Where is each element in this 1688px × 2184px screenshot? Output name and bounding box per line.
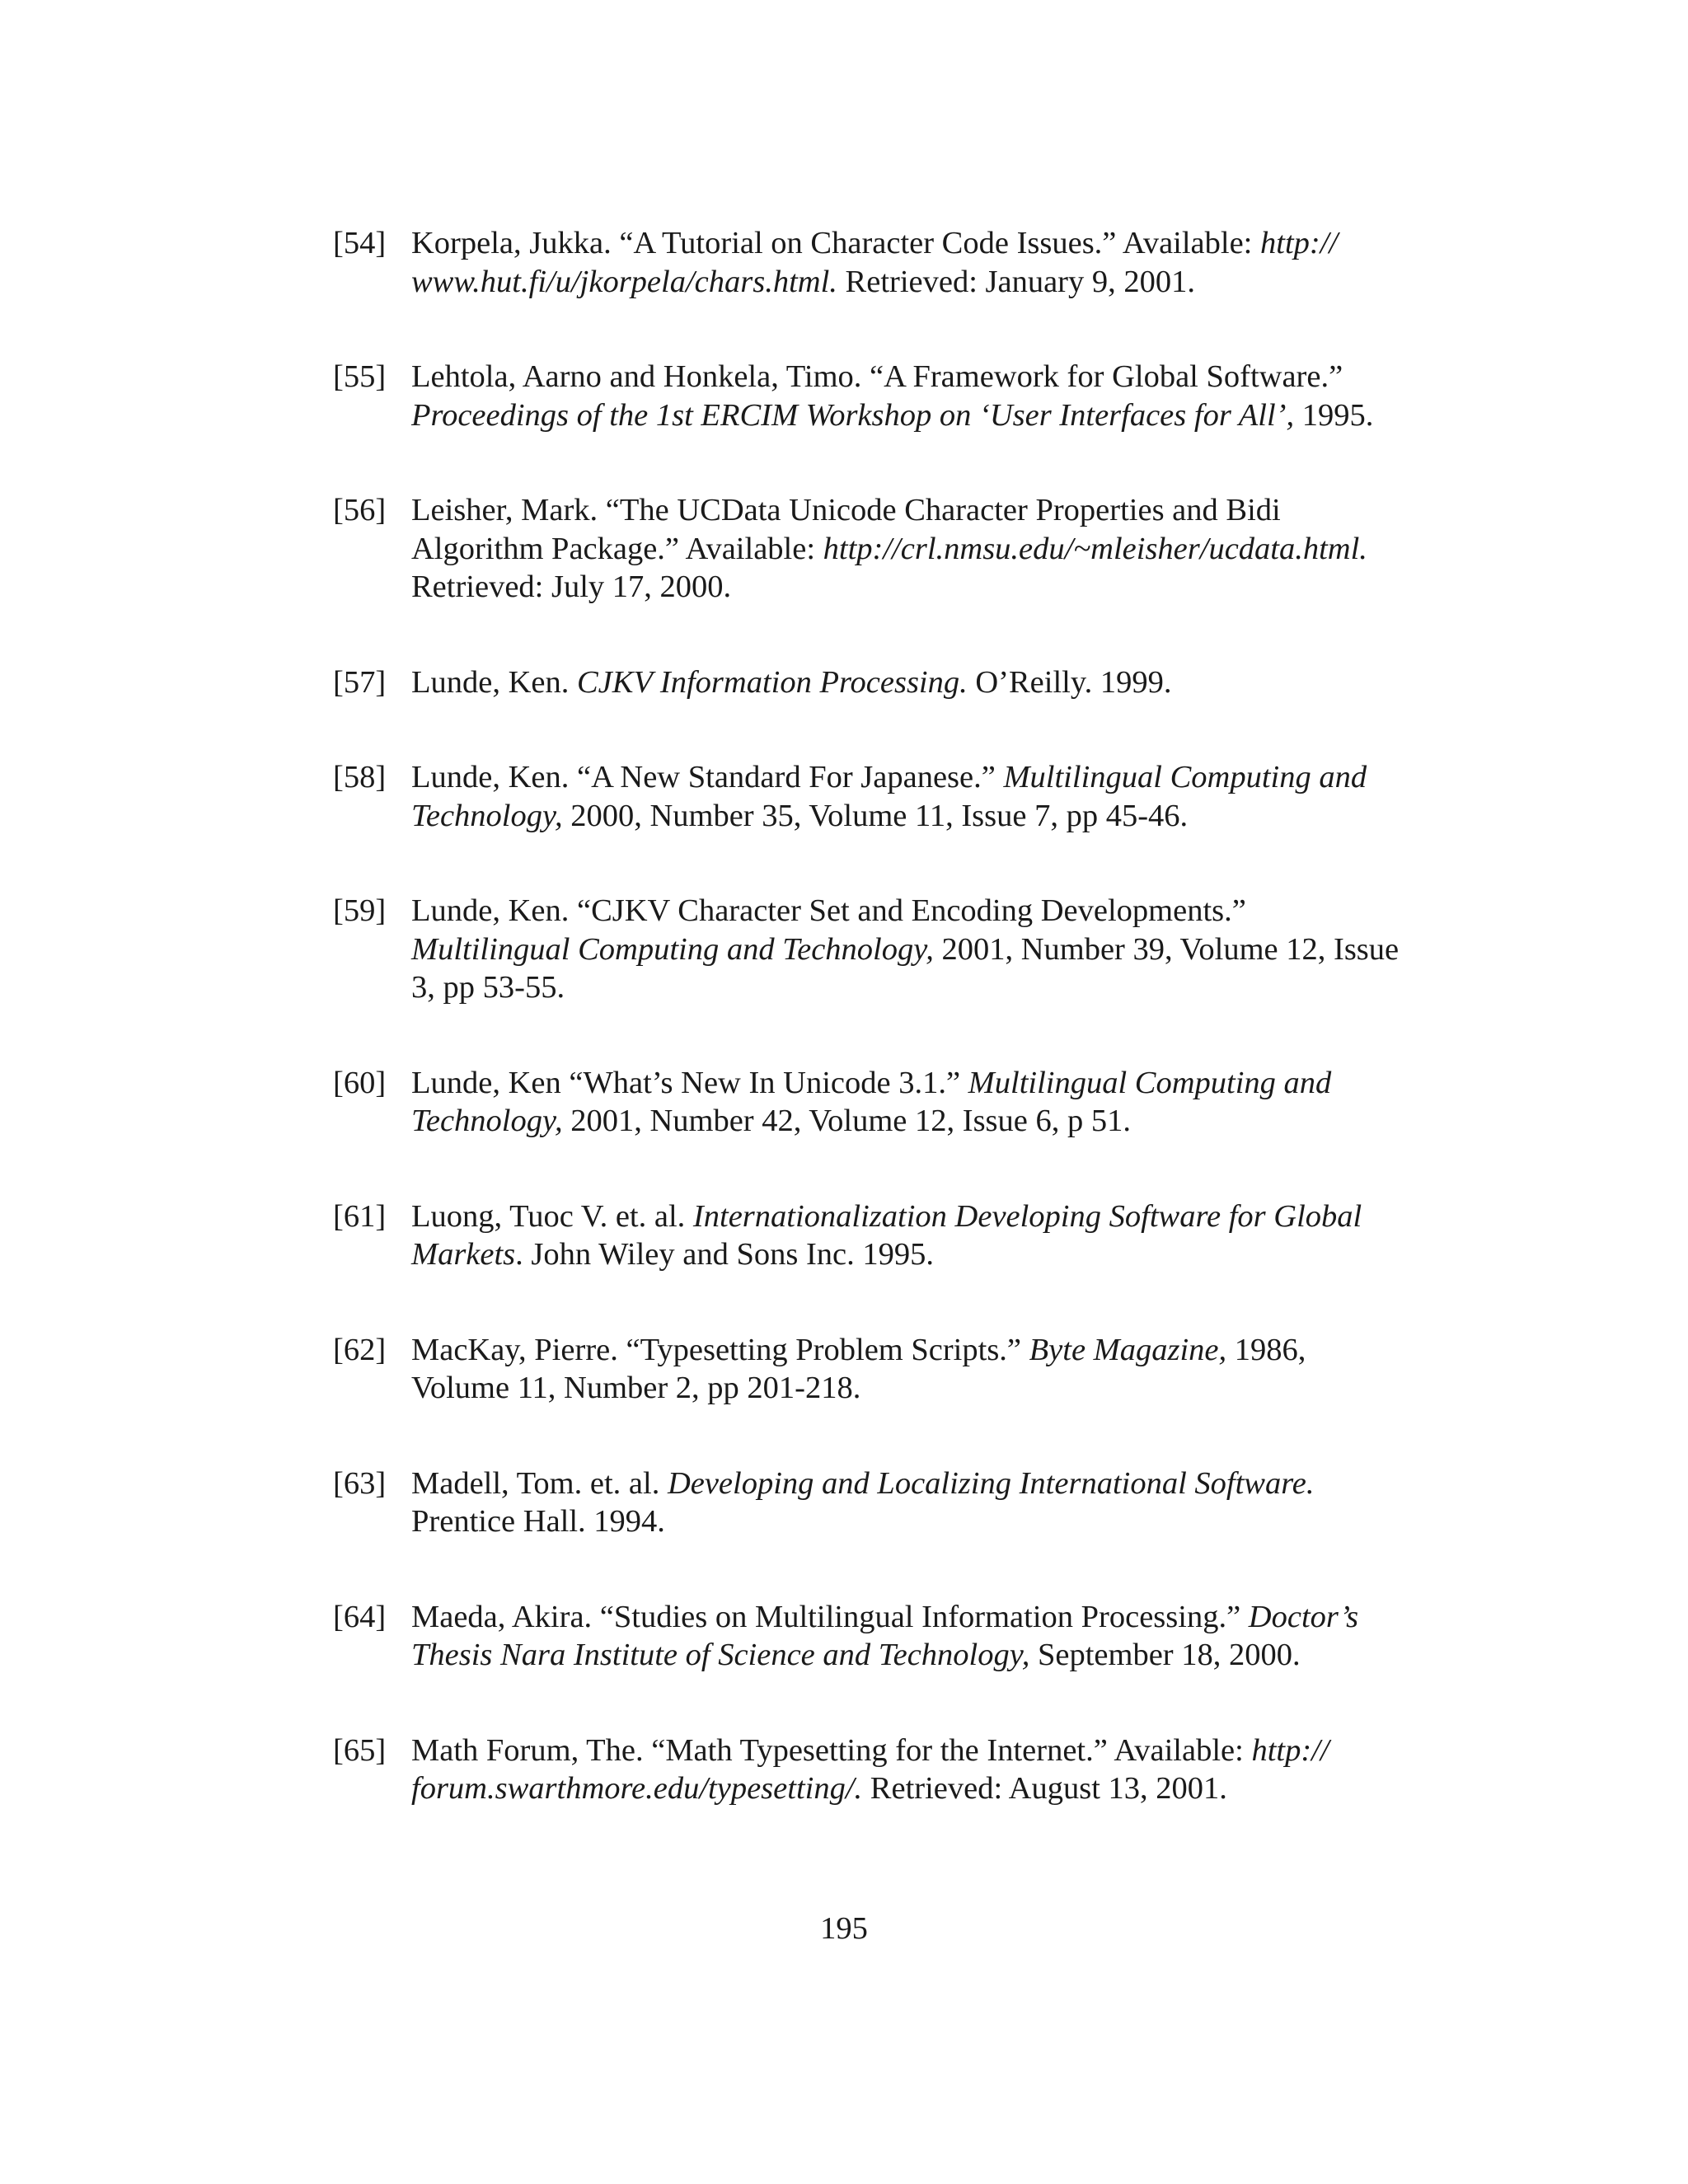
reference-plain-text: Retrieved: January 9, 2001. [837, 264, 1196, 299]
reference-list [333, 224, 1437, 1865]
reference-italic-text: Markets [411, 1237, 516, 1272]
reference-plain-text: 1995. [1294, 397, 1374, 433]
reference-plain-text: 3, pp 53-55. [411, 970, 565, 1005]
reference-text [411, 758, 1437, 835]
reference-number: [55] [333, 359, 387, 394]
reference-italic-text: Doctor’s [1248, 1599, 1359, 1634]
reference-plain-text: O’Reilly. 1999. [967, 664, 1172, 700]
reference-plain-text: 2000, Number 35, Volume 11, Issue 7, pp 45-46. [562, 798, 1189, 833]
reference-plain-text: Madell, Tom. et. al. [411, 1465, 668, 1501]
reference-text [411, 1331, 1437, 1408]
reference-entry [333, 358, 1437, 434]
reference-entry [333, 1732, 1437, 1808]
reference-italic-text: Byte Magazine, [1029, 1332, 1227, 1367]
reference-plain-text: Math Forum, The. “Math Typesetting for the Internet.” Available: [411, 1732, 1252, 1768]
reference-italic-text: Proceedings of the 1st ERCIM Workshop on ‘User Interfaces for All’, [411, 397, 1295, 433]
reference-plain-text: . John Wiley and Sons Inc. 1995. [515, 1237, 935, 1272]
reference-plain-text: Lunde, Ken. [411, 664, 577, 700]
page-number: 195 [820, 1911, 868, 1946]
reference-plain-text: Lunde, Ken “What’s New In Unicode 3.1.” [411, 1065, 968, 1100]
reference-plain-text: Leisher, Mark. “The UCData Unicode Character Properties and Bidi [411, 493, 1281, 527]
reference-italic-text: Multilingual Computing and Technology, [411, 931, 934, 967]
reference-number: [60] [333, 1065, 387, 1100]
reference-entry [333, 224, 1437, 301]
reference-text [411, 358, 1437, 434]
reference-italic-text: forum.swarthmore.edu/typesetting/. [411, 1771, 863, 1806]
reference-entry [333, 1064, 1437, 1141]
reference-plain-text: 1986, [1226, 1332, 1306, 1367]
reference-plain-text: Korpela, Jukka. “A Tutorial on Character Code Issues.” Available: [411, 226, 1261, 260]
reference-plain-text: 2001, Number 42, Volume 12, Issue 6, p 51. [562, 1104, 1132, 1138]
reference-text [411, 892, 1437, 1007]
reference-number: [62] [333, 1332, 387, 1367]
reference-italic-text: http:// [1260, 226, 1339, 260]
reference-text [411, 1598, 1437, 1675]
reference-entry [333, 1465, 1437, 1541]
reference-plain-text: Retrieved: August 13, 2001. [862, 1771, 1227, 1806]
reference-number: [65] [333, 1732, 387, 1768]
reference-plain-text: MacKay, Pierre. “Typesetting Problem Scripts.” [411, 1332, 1029, 1367]
reference-number: [64] [333, 1599, 387, 1634]
reference-entry [333, 1598, 1437, 1675]
reference-number: [56] [333, 493, 387, 527]
reference-entry [333, 491, 1437, 607]
reference-entry [333, 758, 1437, 835]
reference-entry [333, 892, 1437, 1007]
reference-plain-text: September 18, 2000. [1029, 1638, 1301, 1672]
reference-italic-text: Multilingual Computing and [968, 1065, 1332, 1100]
reference-italic-text: Technology, [411, 798, 563, 833]
reference-plain-text: Maeda, Akira. “Studies on Multilingual Information Processing.” [411, 1599, 1249, 1634]
reference-italic-text: CJKV Information Processing. [577, 664, 968, 700]
reference-plain-text: Luong, Tuoc V. et. al. [411, 1198, 693, 1234]
reference-number: [63] [333, 1465, 387, 1501]
reference-text [411, 1197, 1437, 1274]
reference-number: [54] [333, 226, 387, 260]
reference-italic-text: www.hut.fi/u/jkorpela/chars.html. [411, 264, 837, 299]
reference-plain-text: Lunde, Ken. “A New Standard For Japanese.” [411, 760, 1004, 794]
reference-italic-text: Multilingual Computing and [1003, 760, 1367, 794]
reference-text [411, 1465, 1437, 1541]
reference-italic-text: http:// [1251, 1732, 1329, 1768]
reference-number: [61] [333, 1198, 387, 1234]
reference-text [411, 491, 1437, 607]
reference-entry [333, 1331, 1437, 1408]
reference-text [411, 224, 1437, 301]
reference-number: [58] [333, 760, 387, 794]
reference-italic-text: Developing and Localizing International Software. [667, 1465, 1315, 1501]
reference-text [411, 1064, 1437, 1141]
reference-number: [57] [333, 664, 387, 700]
reference-italic-text: Thesis Nara Institute of Science and Technology, [411, 1638, 1030, 1672]
reference-number: [59] [333, 893, 387, 928]
reference-entry [333, 1197, 1437, 1274]
reference-entry [333, 663, 1437, 702]
reference-plain-text: Lehtola, Aarno and Honkela, Timo. “A Framework for Global Software.” [411, 359, 1343, 394]
reference-plain-text: Prentice Hall. 1994. [411, 1504, 665, 1539]
reference-plain-text: Lunde, Ken. “CJKV Character Set and Encoding Developments.” [411, 893, 1246, 928]
reference-italic-text: Technology, [411, 1104, 563, 1138]
reference-plain-text: Algorithm Package.” Available: [411, 531, 823, 566]
reference-italic-text: http://crl.nmsu.edu/~mleisher/ucdata.html. [823, 531, 1367, 566]
reference-text [411, 663, 1437, 702]
reference-text [411, 1732, 1437, 1808]
reference-plain-text: Volume 11, Number 2, pp 201-218. [411, 1371, 861, 1405]
reference-plain-text: 2001, Number 39, Volume 12, Issue [933, 931, 1400, 967]
reference-plain-text: Retrieved: July 17, 2000. [411, 569, 732, 604]
reference-italic-text: Internationalization Developing Software for Global [692, 1198, 1362, 1234]
